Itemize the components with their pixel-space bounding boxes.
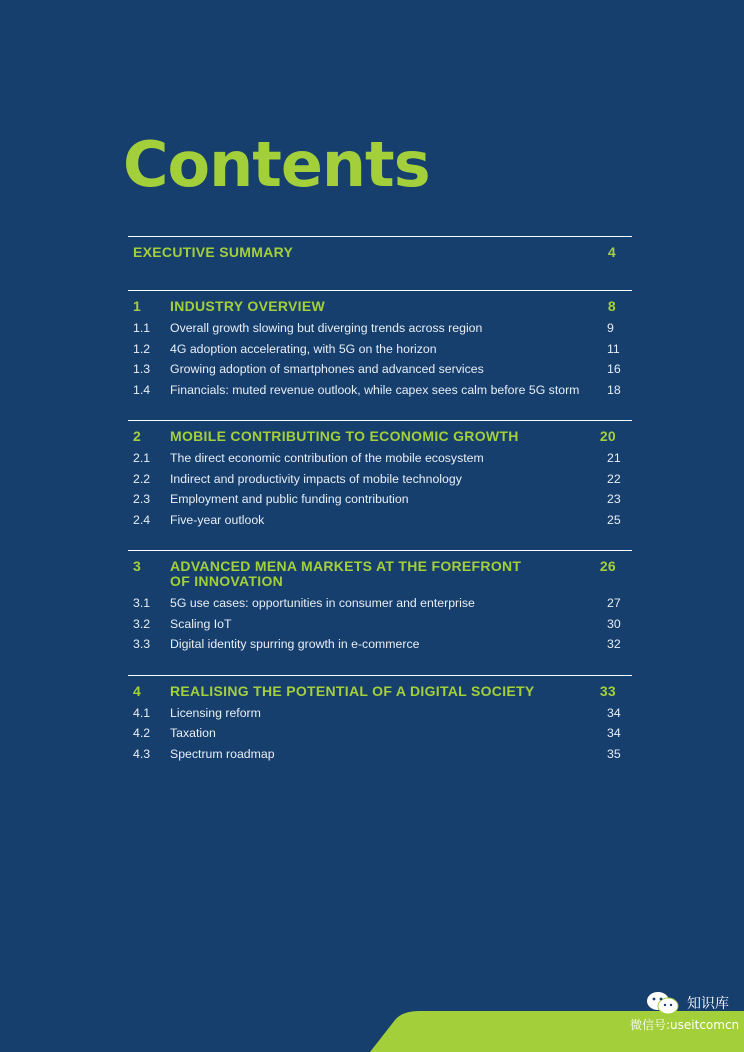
toc-section-page: 20 <box>599 428 616 444</box>
toc-item-text: Spectrum roadmap <box>170 746 275 761</box>
toc-section-page: 4 <box>607 244 616 260</box>
toc-item-number: 2.2 <box>133 471 151 486</box>
toc-section-number: 1 <box>133 298 142 314</box>
toc-section-number: 4 <box>133 682 142 699</box>
toc-item-text: 5G use cases: opportunities in consumer and enterprise <box>170 596 475 610</box>
toc-item-page: 16 <box>607 362 621 376</box>
toc-section-title: REALISING THE POTENTIAL OF A DIGITAL SOCIETY <box>170 682 535 699</box>
watermark-brand: 知识库 <box>687 996 729 1012</box>
toc-section-number: 2 <box>133 428 142 444</box>
toc-item-page: 34 <box>607 705 621 720</box>
toc-item-page: 27 <box>607 596 621 610</box>
toc-section-page: 33 <box>599 682 616 699</box>
toc-item-page: 30 <box>607 616 621 631</box>
toc-item-text: Digital identity spurring growth in e-commerce <box>170 637 420 651</box>
toc-item-number: 1.4 <box>133 382 151 397</box>
toc-item-number: 4.3 <box>133 746 151 761</box>
toc-item-text: Financials: muted revenue outlook, while capex sees calm before 5G storm <box>170 382 580 397</box>
toc-item-text: 4G adoption accelerating, with 5G on the horizon <box>170 341 437 356</box>
watermark <box>646 991 729 1015</box>
toc-section-page: 26 <box>599 558 616 574</box>
toc-section-page: 8 <box>607 298 616 314</box>
toc-item-number: 2.3 <box>133 492 151 506</box>
toc-item-number: 3.3 <box>133 637 151 651</box>
watermark-account: 微信号:useitcomcn <box>630 1018 740 1032</box>
toc-item-page: 34 <box>607 726 621 740</box>
toc-item-page: 25 <box>607 512 621 527</box>
toc-item-text: Employment and public funding contribution <box>170 492 409 506</box>
toc-item-number: 1.2 <box>133 341 151 356</box>
toc-item-number: 3.2 <box>133 616 151 631</box>
toc-item-number: 1.3 <box>133 362 151 376</box>
wechat-icon <box>646 991 680 1015</box>
toc-item-page: 18 <box>607 382 621 397</box>
toc-section-title-line: ADVANCED MENA MARKETS AT THE FOREFRONT <box>170 558 522 574</box>
toc-item-page: 11 <box>607 341 620 356</box>
toc-section-title: MOBILE CONTRIBUTING TO ECONOMIC GROWTH <box>170 428 519 444</box>
toc-item-text: Taxation <box>170 726 216 740</box>
toc-section-title: EXECUTIVE SUMMARY <box>133 244 294 260</box>
toc-item-number: 3.1 <box>133 596 151 610</box>
toc-item-number: 1.1 <box>133 321 151 335</box>
toc-item-text: Scaling IoT <box>170 616 232 631</box>
toc-item-text: Indirect and productivity impacts of mobile technology <box>170 471 462 486</box>
toc-item-number: 2.4 <box>133 512 151 527</box>
toc-section-title: INDUSTRY OVERVIEW <box>170 298 325 314</box>
toc-item-page: 22 <box>607 471 621 486</box>
toc-item-text: Licensing reform <box>170 705 261 720</box>
toc-item-page: 21 <box>607 451 621 465</box>
toc-item-page: 23 <box>607 492 621 506</box>
toc-item-text: The direct economic contribution of the mobile ecosystem <box>170 451 484 465</box>
toc-item-number: 4.2 <box>133 726 151 740</box>
page-title: Contents <box>123 128 430 201</box>
toc-item-page: 9 <box>607 321 614 335</box>
toc-section-title-line: OF INNOVATION <box>170 573 284 589</box>
toc-item-page: 32 <box>607 637 621 651</box>
toc-item-number: 4.1 <box>133 705 151 720</box>
toc-item-number: 2.1 <box>133 451 151 465</box>
toc-item-text: Growing adoption of smartphones and advanced services <box>170 362 484 376</box>
toc-item-page: 35 <box>607 746 621 761</box>
toc-section-number: 3 <box>133 558 142 574</box>
toc-item-text: Five-year outlook <box>170 512 265 527</box>
toc-item-text: Overall growth slowing but diverging trends across region <box>170 321 483 335</box>
